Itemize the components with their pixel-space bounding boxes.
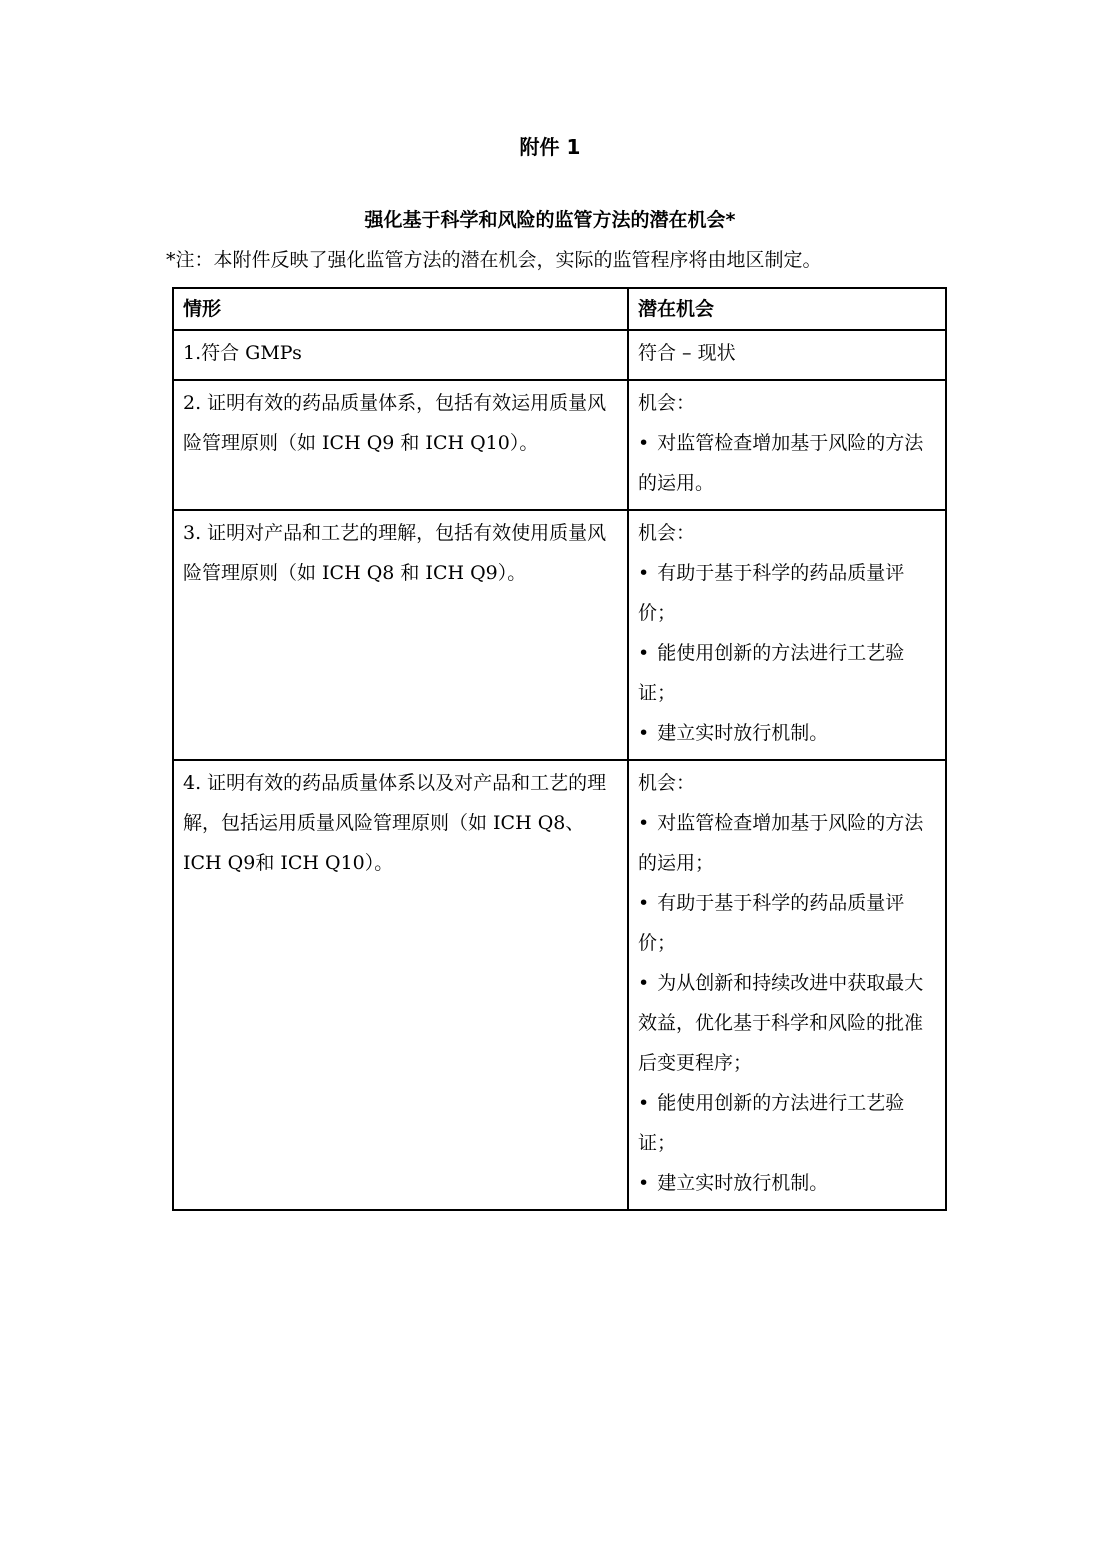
scenario-cell [173,330,628,380]
table-row [173,510,946,760]
bullet-text: 建立实时放行机制。 [657,722,829,744]
table-row [173,330,946,380]
opportunity-bullet [638,963,937,1083]
opportunity-lead: 符合 – 现状 [638,342,736,364]
bullet-icon: • [638,642,650,664]
opportunity-bullet [638,713,937,753]
opportunity-bullet [638,553,937,633]
attachment-label: 附件 1 [519,135,581,159]
scenario-text: 3. 证明对产品和工艺的理解，包括有效使用质量风险管理原则（如 ICH Q8 和 ICH Q9）。 [183,522,607,584]
opportunity-bullet [638,1083,937,1163]
table-row [173,760,946,1210]
opportunities-table [172,287,947,1211]
opportunity-bullet [638,803,937,883]
bullet-text: 有助于基于科学的药品质量评价； [638,892,905,954]
opportunity-lead: 机会： [638,522,696,544]
bullet-text: 建立实时放行机制。 [657,1172,829,1194]
column-header-opportunity: 潜在机会 [628,288,946,330]
scenario-cell [173,380,628,510]
bullet-icon: • [638,892,650,914]
scenario-text: 1.符合 GMPs [183,342,302,364]
bullet-text: 能使用创新的方法进行工艺验证； [638,642,905,704]
opportunity-bullet [638,423,937,503]
bullet-icon: • [638,812,650,834]
opportunity-cell [628,510,946,760]
scenario-text: 4. 证明有效的药品质量体系以及对产品和工艺的理解，包括运用质量风险管理原则（如 ICH Q8、ICH Q9和 ICH Q10）。 [183,772,607,874]
bullet-icon: • [638,722,650,744]
scenario-cell [173,510,628,760]
opportunity-cell [628,330,946,380]
table-header-row [173,288,946,330]
scenario-text: 2. 证明有效的药品质量体系，包括有效运用质量风险管理原则（如 ICH Q9 和 ICH Q10）。 [183,392,607,454]
opportunity-lead: 机会： [638,772,696,794]
table-row [173,380,946,510]
footnote-note: *注：本附件反映了强化监管方法的潜在机会，实际的监管程序将由地区制定。 [166,249,822,271]
column-header-scenario: 情形 [173,288,628,330]
scenario-cell [173,760,628,1210]
opportunity-lead: 机会： [638,392,696,414]
bullet-icon: • [638,972,650,994]
bullet-icon: • [638,432,650,454]
bullet-icon: • [638,1172,650,1194]
bullet-text: 对监管检查增加基于风险的方法的运用。 [638,432,924,494]
opportunity-cell [628,760,946,1210]
opportunity-bullet [638,883,937,963]
bullet-text: 对监管检查增加基于风险的方法的运用； [638,812,924,874]
opportunity-bullet [638,1163,937,1203]
opportunity-bullet [638,633,937,713]
document-title: 强化基于科学和风险的监管方法的潜在机会* [364,209,736,231]
bullet-icon: • [638,562,650,584]
bullet-icon: • [638,1092,650,1114]
bullet-text: 有助于基于科学的药品质量评价； [638,562,905,624]
bullet-text: 为从创新和持续改进中获取最大效益，优化基于科学和风险的批准后变更程序； [638,972,924,1074]
bullet-text: 能使用创新的方法进行工艺验证； [638,1092,905,1154]
opportunity-cell [628,380,946,510]
